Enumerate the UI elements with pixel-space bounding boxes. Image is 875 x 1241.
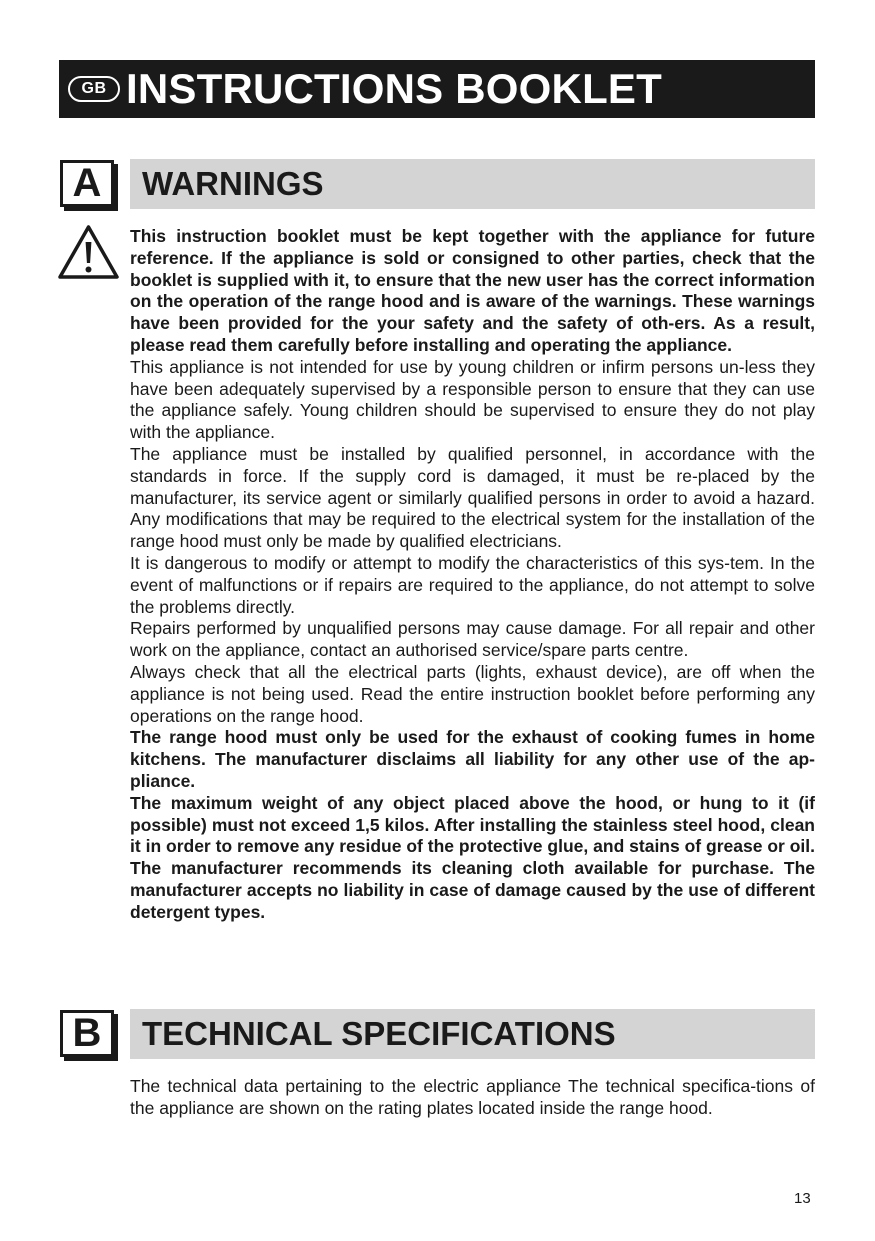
warning-paragraph: The range hood must only be used for the exhaust of cooking fumes in home kitchens. The manufacturer disclaims all liability for any other use of the ap-pliance. — [130, 727, 815, 791]
warning-triangle-icon — [57, 224, 120, 280]
title-bar — [59, 60, 815, 118]
warning-paragraph: The maximum weight of any object placed above the hood, or hung to it (if possible) must not exceed 1,5 kilos. After installing the stainless steel hood, clean it in order to remove any residue of the protective glue, and stains of grease or oil. The manufacturer recommends its cleaning cloth available for purchase. The manufacturer accepts no liability in case of damage caused by the use of different detergent types. — [130, 792, 815, 922]
warnings-text — [130, 226, 815, 924]
section-b-heading: TECHNICAL SPECIFICATIONS — [130, 1009, 815, 1059]
warning-paragraph: The appliance must be installed by qualified personnel, in accordance with the standards in force. If the supply cord is damaged, it must be re-placed by the manufacturer, its service agent or similarly qualified persons in order to avoid a hazard. Any modifications that may be required to the electrical system for the installation of the range hood must only be made by qualified electricians. — [130, 443, 815, 552]
spec-paragraph: The technical data pertaining to the electric appliance The technical specifica-tions of the appliance are shown on the rating plates located inside the range hood. — [130, 1076, 815, 1118]
warning-paragraph: Always check that all the electrical parts (lights, exhaust device), are off when the appliance is not being used. Read the entire instruction booklet before performing any operations on the range hood. — [130, 661, 815, 726]
warning-paragraph: Repairs performed by unqualified persons may cause damage. For all repair and other work on the appliance, contact an authorised service/spare parts centre. — [130, 618, 815, 661]
warning-paragraph: This instruction booklet must be kept together with the appliance for future reference. If the appliance is sold or consigned to other parties, check that the booklet is supplied with it, to ensure that the new user has the correct information on the operation of the range hood and is aware of the warnings. These warnings have been provided for the your safety and the safety of oth-ers. As a result, please read them carefully before installing and operating the appliance. — [130, 226, 815, 355]
gb-language-badge: GB — [68, 76, 120, 102]
section-b-letter: B — [60, 1010, 114, 1057]
warning-paragraph: This appliance is not intended for use by young children or infirm persons un-less they have been adequately supervised by a responsible person to ensure that they can use the appliance safely. Young children should be supervised to ensure they do not play with the appliance. — [130, 356, 815, 443]
page-number: 13 — [794, 1190, 811, 1207]
section-a-letter: A — [60, 160, 114, 207]
technical-specifications-text — [130, 1076, 815, 1120]
warning-paragraph: It is dangerous to modify or attempt to modify the characteristics of this sys-tem. In the event of malfunctions or if repairs are required to the appliance, do not attempt to solve the problems directly. — [130, 552, 815, 617]
section-a-heading: WARNINGS — [130, 159, 815, 209]
page-title: INSTRUCTIONS BOOKLET — [126, 65, 662, 112]
